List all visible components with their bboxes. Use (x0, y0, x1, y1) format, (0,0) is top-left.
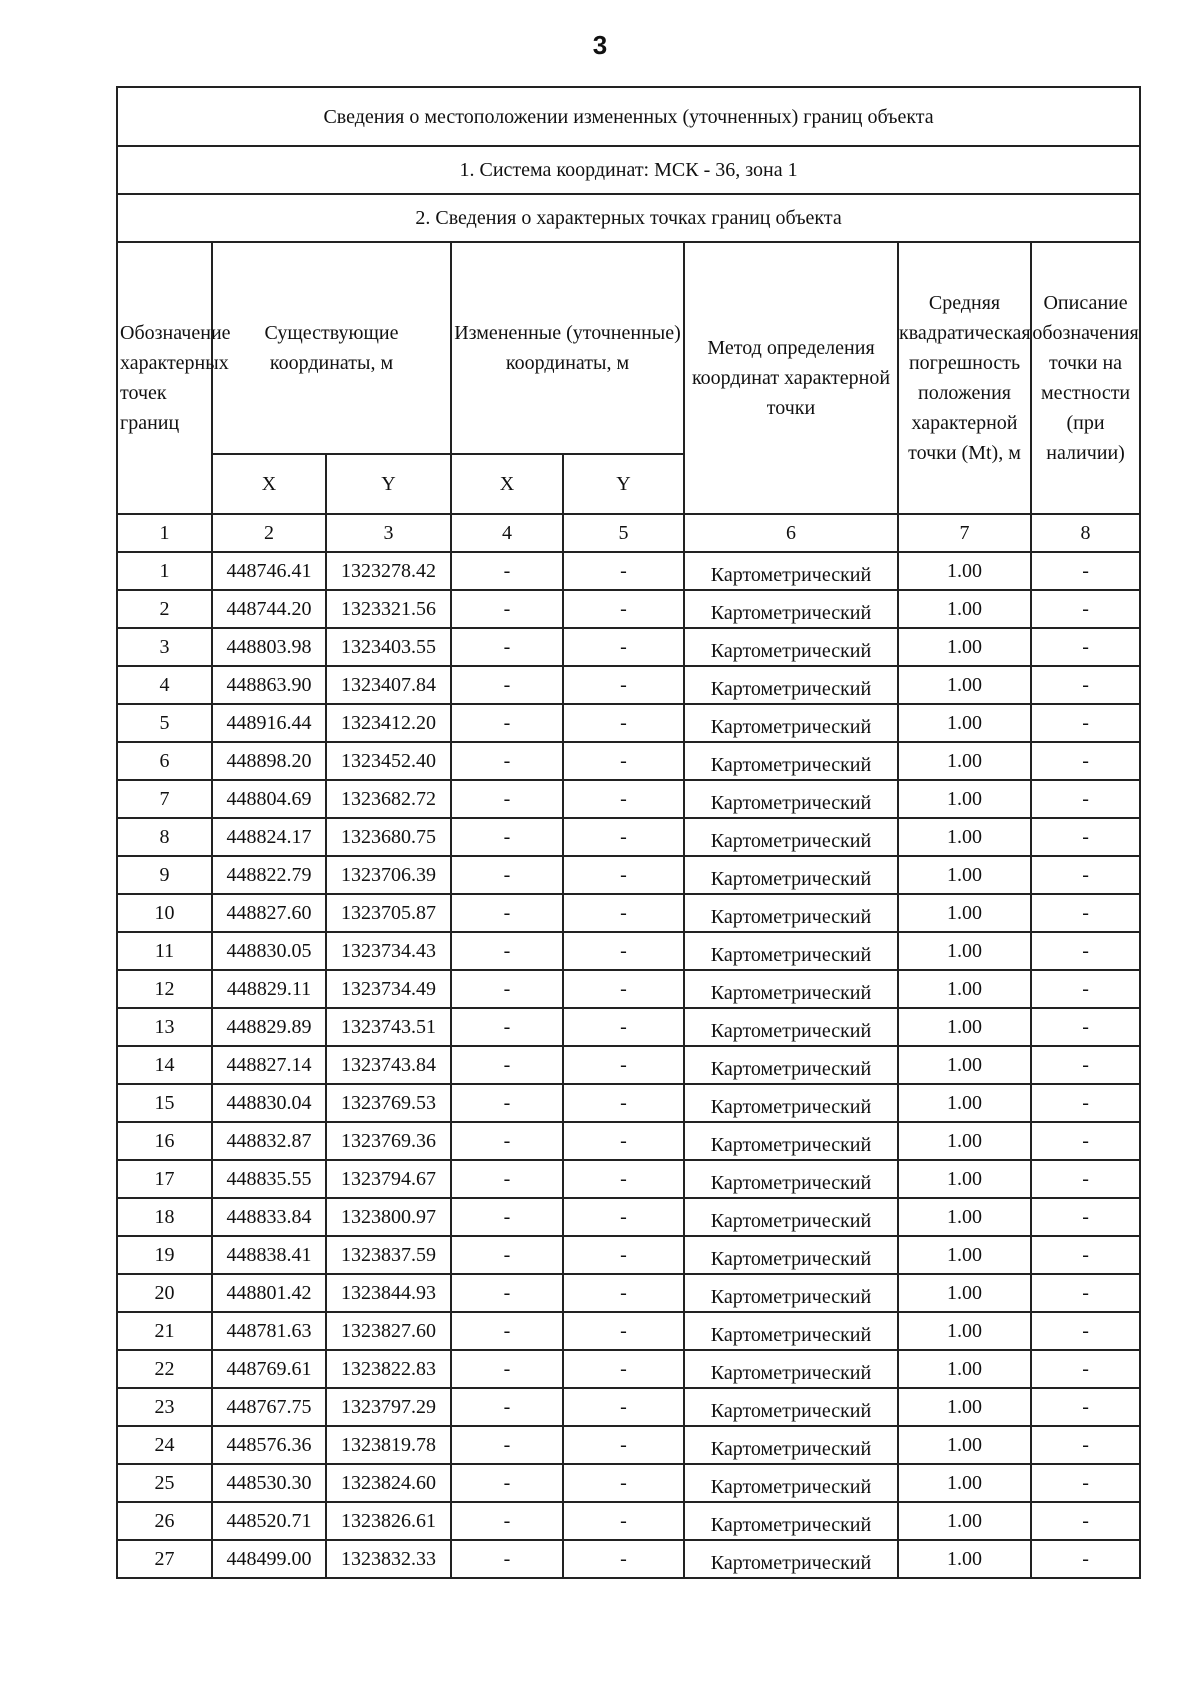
header-changed-coords: Измененные (уточненные) координаты, м (451, 242, 684, 454)
cell-changed-x: - (451, 1046, 563, 1084)
header-existing-coords: Существующие координаты, м (212, 242, 451, 454)
cell-existing-y: 1323826.61 (326, 1502, 451, 1540)
cell-existing-y: 1323822.83 (326, 1350, 451, 1388)
cell-changed-y: - (563, 856, 684, 894)
page-number: 3 (592, 30, 608, 60)
cell-changed-y: - (563, 1198, 684, 1236)
cell-changed-y: - (563, 970, 684, 1008)
cell-method: Картометрический (684, 704, 898, 742)
table-row (117, 1122, 1140, 1160)
table-row (117, 704, 1140, 742)
cell-description: - (1031, 1502, 1140, 1540)
cell-point-number: 17 (117, 1160, 212, 1198)
points-section-row (117, 194, 1140, 242)
table-row (117, 552, 1140, 590)
cell-mean-error: 1.00 (898, 1312, 1031, 1350)
cell-existing-x: 448863.90 (212, 666, 326, 704)
cell-method: Картометрический (684, 1388, 898, 1426)
table-row (117, 1464, 1140, 1502)
cell-existing-y: 1323844.93 (326, 1274, 451, 1312)
cell-existing-y: 1323837.59 (326, 1236, 451, 1274)
cell-existing-y: 1323769.36 (326, 1122, 451, 1160)
cell-description: - (1031, 628, 1140, 666)
cell-description: - (1031, 666, 1140, 704)
cell-point-number: 3 (117, 628, 212, 666)
cell-mean-error: 1.00 (898, 704, 1031, 742)
cell-changed-x: - (451, 1464, 563, 1502)
table-row (117, 1388, 1140, 1426)
cell-description: - (1031, 1160, 1140, 1198)
cell-point-number: 6 (117, 742, 212, 780)
table-row (117, 1008, 1140, 1046)
cell-point-number: 20 (117, 1274, 212, 1312)
cell-point-number: 10 (117, 894, 212, 932)
cell-mean-error: 1.00 (898, 1350, 1031, 1388)
table-row (117, 1350, 1140, 1388)
cell-method: Картометрический (684, 1426, 898, 1464)
table-row (117, 1198, 1140, 1236)
cell-point-number: 22 (117, 1350, 212, 1388)
column-number: 3 (326, 514, 451, 552)
cell-existing-y: 1323800.97 (326, 1198, 451, 1236)
cell-existing-x: 448803.98 (212, 628, 326, 666)
cell-point-number: 21 (117, 1312, 212, 1350)
header-changed-x: X (451, 454, 563, 514)
cell-description: - (1031, 1312, 1140, 1350)
cell-method: Картометрический (684, 1350, 898, 1388)
table-title-row (117, 87, 1140, 146)
table-title: Сведения о местоположении измененных (уточненных) границ объекта (117, 87, 1140, 146)
table-row (117, 1426, 1140, 1464)
cell-existing-x: 448832.87 (212, 1122, 326, 1160)
cell-changed-y: - (563, 1350, 684, 1388)
cell-existing-x: 448829.11 (212, 970, 326, 1008)
cell-method: Картометрический (684, 932, 898, 970)
cell-method: Картометрический (684, 970, 898, 1008)
column-number: 4 (451, 514, 563, 552)
table-row (117, 780, 1140, 818)
cell-changed-y: - (563, 1540, 684, 1578)
table-row (117, 1046, 1140, 1084)
cell-method: Картометрический (684, 666, 898, 704)
cell-existing-x: 448822.79 (212, 856, 326, 894)
column-number: 5 (563, 514, 684, 552)
cell-description: - (1031, 552, 1140, 590)
cell-description: - (1031, 1426, 1140, 1464)
cell-existing-x: 448835.55 (212, 1160, 326, 1198)
table-row (117, 818, 1140, 856)
cell-mean-error: 1.00 (898, 1464, 1031, 1502)
cell-point-number: 12 (117, 970, 212, 1008)
cell-changed-y: - (563, 704, 684, 742)
cell-point-number: 26 (117, 1502, 212, 1540)
cell-description: - (1031, 1464, 1140, 1502)
column-number-row (117, 514, 1140, 552)
cell-changed-x: - (451, 1122, 563, 1160)
cell-existing-x: 448744.20 (212, 590, 326, 628)
cell-mean-error: 1.00 (898, 552, 1031, 590)
header-changed-y: Y (563, 454, 684, 514)
table-row (117, 1274, 1140, 1312)
cell-mean-error: 1.00 (898, 742, 1031, 780)
cell-method: Картометрический (684, 742, 898, 780)
cell-mean-error: 1.00 (898, 1502, 1031, 1540)
cell-changed-y: - (563, 628, 684, 666)
column-number: 2 (212, 514, 326, 552)
cell-existing-x: 448916.44 (212, 704, 326, 742)
cell-mean-error: 1.00 (898, 970, 1031, 1008)
cell-method: Картометрический (684, 1122, 898, 1160)
table-row (117, 628, 1140, 666)
table-row (117, 932, 1140, 970)
cell-changed-y: - (563, 1502, 684, 1540)
cell-changed-y: - (563, 742, 684, 780)
cell-method: Картометрический (684, 1046, 898, 1084)
cell-existing-y: 1323452.40 (326, 742, 451, 780)
cell-method: Картометрический (684, 1502, 898, 1540)
cell-changed-x: - (451, 704, 563, 742)
cell-mean-error: 1.00 (898, 590, 1031, 628)
cell-existing-y: 1323797.29 (326, 1388, 451, 1426)
cell-description: - (1031, 894, 1140, 932)
cell-point-number: 13 (117, 1008, 212, 1046)
cell-existing-x: 448830.04 (212, 1084, 326, 1122)
cell-description: - (1031, 1540, 1140, 1578)
cell-mean-error: 1.00 (898, 1084, 1031, 1122)
cell-description: - (1031, 1122, 1140, 1160)
coord-system-label: 1. Система координат: МСК - 36, зона 1 (117, 146, 1140, 194)
cell-method: Картометрический (684, 1540, 898, 1578)
cell-mean-error: 1.00 (898, 628, 1031, 666)
cell-changed-y: - (563, 1426, 684, 1464)
cell-changed-y: - (563, 1084, 684, 1122)
column-number: 6 (684, 514, 898, 552)
cell-existing-y: 1323321.56 (326, 590, 451, 628)
cell-changed-y: - (563, 1236, 684, 1274)
cell-changed-x: - (451, 856, 563, 894)
cell-changed-x: - (451, 1388, 563, 1426)
cell-changed-y: - (563, 1160, 684, 1198)
header-designation: Обозначение характерных точек границ (117, 242, 212, 514)
cell-description: - (1031, 1350, 1140, 1388)
points-section-label: 2. Сведения о характерных точках границ объекта (117, 194, 1140, 242)
cell-existing-y: 1323819.78 (326, 1426, 451, 1464)
cell-existing-x: 448827.60 (212, 894, 326, 932)
cell-existing-x: 448898.20 (212, 742, 326, 780)
cell-changed-x: - (451, 818, 563, 856)
column-number: 8 (1031, 514, 1140, 552)
cell-changed-x: - (451, 1426, 563, 1464)
cell-existing-y: 1323832.33 (326, 1540, 451, 1578)
cell-changed-x: - (451, 1084, 563, 1122)
cell-method: Картометрический (684, 1198, 898, 1236)
cell-changed-y: - (563, 552, 684, 590)
cell-changed-y: - (563, 1122, 684, 1160)
cell-existing-y: 1323278.42 (326, 552, 451, 590)
cell-point-number: 5 (117, 704, 212, 742)
cell-changed-y: - (563, 1312, 684, 1350)
cell-description: - (1031, 1008, 1140, 1046)
cell-existing-y: 1323827.60 (326, 1312, 451, 1350)
cell-mean-error: 1.00 (898, 894, 1031, 932)
table-row (117, 1236, 1140, 1274)
cell-existing-x: 448781.63 (212, 1312, 326, 1350)
cell-point-number: 14 (117, 1046, 212, 1084)
cell-mean-error: 1.00 (898, 1540, 1031, 1578)
cell-method: Картометрический (684, 856, 898, 894)
cell-changed-y: - (563, 1274, 684, 1312)
cell-description: - (1031, 1388, 1140, 1426)
cell-method: Картометрический (684, 590, 898, 628)
cell-method: Картометрический (684, 628, 898, 666)
header-description: Описание обозначения точки на местности (при наличии) (1031, 242, 1140, 514)
cell-existing-x: 448838.41 (212, 1236, 326, 1274)
cell-existing-x: 448830.05 (212, 932, 326, 970)
table-row (117, 590, 1140, 628)
cell-method: Картометрический (684, 1236, 898, 1274)
table-row (117, 1312, 1140, 1350)
cell-existing-y: 1323407.84 (326, 666, 451, 704)
header-method: Метод определения координат характерной точки (684, 242, 898, 514)
cell-description: - (1031, 1198, 1140, 1236)
cell-changed-x: - (451, 666, 563, 704)
coord-system-row (117, 146, 1140, 194)
cell-changed-y: - (563, 666, 684, 704)
column-number: 1 (117, 514, 212, 552)
cell-changed-x: - (451, 628, 563, 666)
cell-changed-x: - (451, 1198, 563, 1236)
cell-existing-y: 1323680.75 (326, 818, 451, 856)
cell-mean-error: 1.00 (898, 666, 1031, 704)
table-row (117, 666, 1140, 704)
table-row (117, 1084, 1140, 1122)
cell-point-number: 19 (117, 1236, 212, 1274)
cell-mean-error: 1.00 (898, 1198, 1031, 1236)
cell-existing-y: 1323682.72 (326, 780, 451, 818)
cell-mean-error: 1.00 (898, 1160, 1031, 1198)
cell-changed-x: - (451, 780, 563, 818)
cell-changed-x: - (451, 1312, 563, 1350)
cell-method: Картометрический (684, 818, 898, 856)
cell-existing-y: 1323743.51 (326, 1008, 451, 1046)
table-row (117, 742, 1140, 780)
cell-point-number: 1 (117, 552, 212, 590)
cell-existing-x: 448746.41 (212, 552, 326, 590)
cell-point-number: 18 (117, 1198, 212, 1236)
cell-method: Картометрический (684, 1274, 898, 1312)
cell-existing-y: 1323403.55 (326, 628, 451, 666)
cell-mean-error: 1.00 (898, 856, 1031, 894)
cell-point-number: 27 (117, 1540, 212, 1578)
cell-existing-x: 448824.17 (212, 818, 326, 856)
cell-description: - (1031, 818, 1140, 856)
cell-existing-y: 1323743.84 (326, 1046, 451, 1084)
cell-existing-y: 1323734.43 (326, 932, 451, 970)
cell-changed-y: - (563, 780, 684, 818)
cell-changed-y: - (563, 818, 684, 856)
cell-description: - (1031, 856, 1140, 894)
cell-changed-y: - (563, 1464, 684, 1502)
cell-changed-y: - (563, 1008, 684, 1046)
cell-changed-y: - (563, 590, 684, 628)
cell-changed-x: - (451, 932, 563, 970)
cell-description: - (1031, 742, 1140, 780)
cell-changed-y: - (563, 1388, 684, 1426)
cell-existing-y: 1323706.39 (326, 856, 451, 894)
cell-point-number: 8 (117, 818, 212, 856)
table-row (117, 894, 1140, 932)
header-row (117, 242, 1140, 454)
cell-existing-y: 1323734.49 (326, 970, 451, 1008)
cell-description: - (1031, 1046, 1140, 1084)
cell-existing-y: 1323769.53 (326, 1084, 451, 1122)
cell-changed-x: - (451, 742, 563, 780)
column-number: 7 (898, 514, 1031, 552)
cell-mean-error: 1.00 (898, 1236, 1031, 1274)
cell-mean-error: 1.00 (898, 1426, 1031, 1464)
cell-point-number: 11 (117, 932, 212, 970)
header-existing-y: Y (326, 454, 451, 514)
table-row (117, 1160, 1140, 1198)
cell-changed-x: - (451, 1502, 563, 1540)
cell-existing-y: 1323412.20 (326, 704, 451, 742)
cell-changed-x: - (451, 1274, 563, 1312)
cell-existing-y: 1323824.60 (326, 1464, 451, 1502)
cell-existing-x: 448499.00 (212, 1540, 326, 1578)
cell-point-number: 9 (117, 856, 212, 894)
cell-changed-x: - (451, 970, 563, 1008)
table-row (117, 1540, 1140, 1578)
cell-changed-x: - (451, 1236, 563, 1274)
cell-mean-error: 1.00 (898, 1008, 1031, 1046)
table-row (117, 856, 1140, 894)
cell-description: - (1031, 780, 1140, 818)
cell-mean-error: 1.00 (898, 1046, 1031, 1084)
cell-existing-x: 448769.61 (212, 1350, 326, 1388)
cell-point-number: 25 (117, 1464, 212, 1502)
cell-method: Картометрический (684, 1084, 898, 1122)
cell-description: - (1031, 704, 1140, 742)
cell-point-number: 7 (117, 780, 212, 818)
cell-point-number: 16 (117, 1122, 212, 1160)
header-existing-x: X (212, 454, 326, 514)
table-row (117, 1502, 1140, 1540)
cell-point-number: 24 (117, 1426, 212, 1464)
cell-mean-error: 1.00 (898, 818, 1031, 856)
cell-changed-x: - (451, 590, 563, 628)
cell-point-number: 15 (117, 1084, 212, 1122)
cell-existing-y: 1323794.67 (326, 1160, 451, 1198)
boundary-points-table (116, 86, 1141, 1579)
cell-changed-y: - (563, 1046, 684, 1084)
cell-mean-error: 1.00 (898, 932, 1031, 970)
cell-method: Картометрический (684, 1312, 898, 1350)
cell-description: - (1031, 970, 1140, 1008)
cell-existing-x: 448530.30 (212, 1464, 326, 1502)
cell-point-number: 23 (117, 1388, 212, 1426)
cell-existing-x: 448827.14 (212, 1046, 326, 1084)
cell-changed-x: - (451, 552, 563, 590)
cell-method: Картометрический (684, 1008, 898, 1046)
cell-mean-error: 1.00 (898, 1122, 1031, 1160)
cell-existing-x: 448833.84 (212, 1198, 326, 1236)
cell-changed-x: - (451, 1008, 563, 1046)
cell-existing-y: 1323705.87 (326, 894, 451, 932)
cell-changed-x: - (451, 1160, 563, 1198)
cell-mean-error: 1.00 (898, 1274, 1031, 1312)
cell-method: Картометрический (684, 1464, 898, 1502)
cell-method: Картометрический (684, 894, 898, 932)
cell-description: - (1031, 1236, 1140, 1274)
cell-existing-x: 448801.42 (212, 1274, 326, 1312)
cell-point-number: 2 (117, 590, 212, 628)
cell-mean-error: 1.00 (898, 780, 1031, 818)
cell-description: - (1031, 590, 1140, 628)
cell-changed-y: - (563, 932, 684, 970)
cell-description: - (1031, 932, 1140, 970)
header-error: Средняя квадратическая погрешность положения характерной точки (Mt), м (898, 242, 1031, 514)
cell-existing-x: 448829.89 (212, 1008, 326, 1046)
cell-changed-y: - (563, 894, 684, 932)
cell-method: Картометрический (684, 1160, 898, 1198)
cell-method: Картометрический (684, 780, 898, 818)
cell-changed-x: - (451, 1540, 563, 1578)
cell-existing-x: 448576.36 (212, 1426, 326, 1464)
cell-changed-x: - (451, 894, 563, 932)
cell-changed-x: - (451, 1350, 563, 1388)
cell-existing-x: 448804.69 (212, 780, 326, 818)
cell-description: - (1031, 1084, 1140, 1122)
table-row (117, 970, 1140, 1008)
cell-existing-x: 448520.71 (212, 1502, 326, 1540)
cell-description: - (1031, 1274, 1140, 1312)
cell-method: Картометрический (684, 552, 898, 590)
cell-existing-x: 448767.75 (212, 1388, 326, 1426)
cell-mean-error: 1.00 (898, 1388, 1031, 1426)
cell-point-number: 4 (117, 666, 212, 704)
